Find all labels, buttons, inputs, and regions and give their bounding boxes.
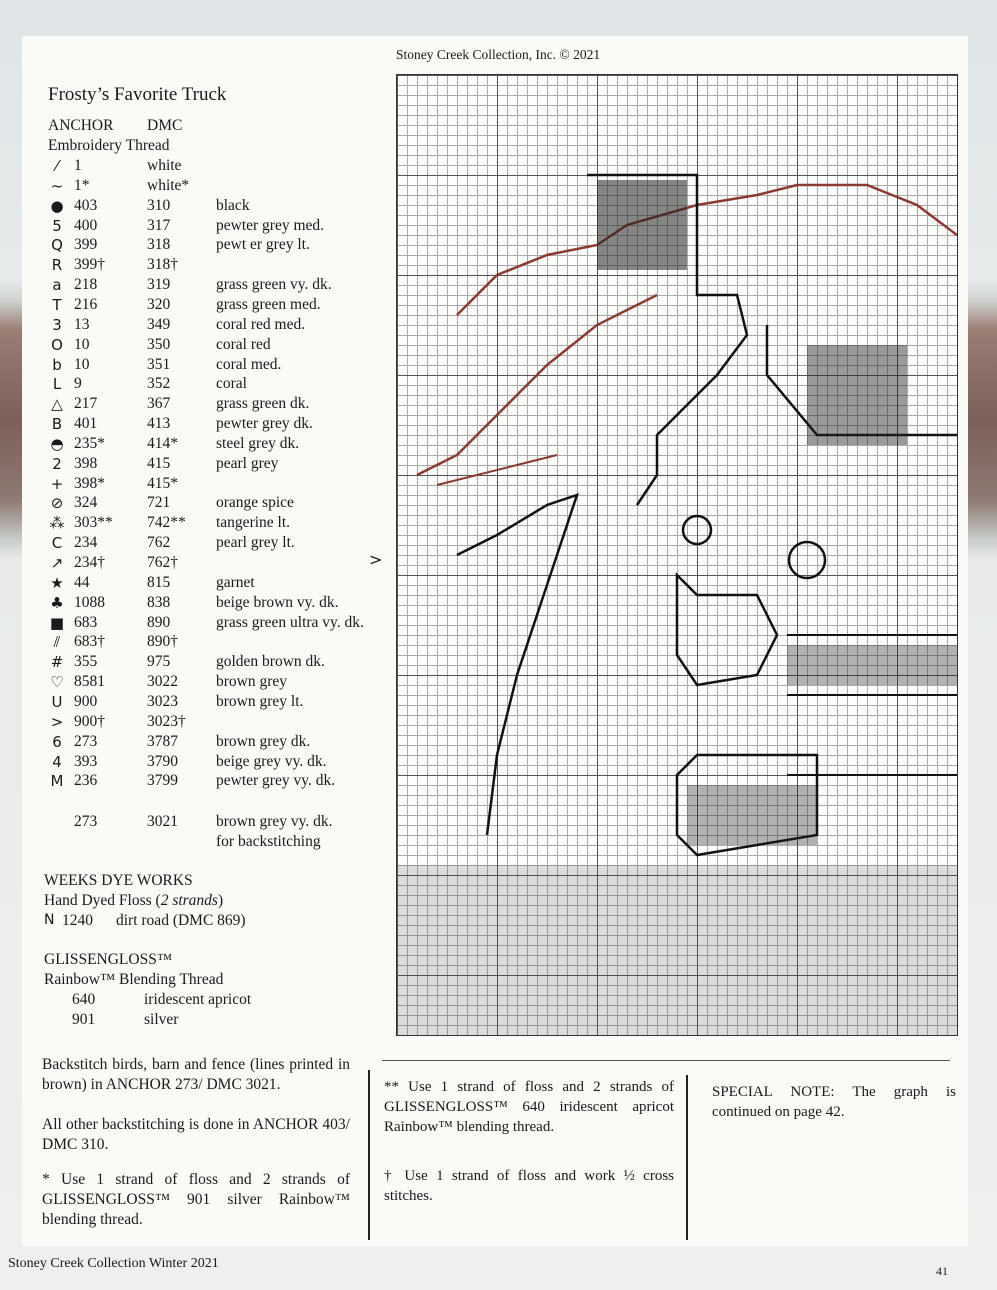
key-symbol: R — [51, 256, 63, 274]
key-symbol: ⊘ — [50, 494, 64, 512]
key-dmc: 415 — [147, 455, 171, 472]
backstitch-note: for backstitching — [216, 833, 321, 850]
notes-divider-right — [686, 1075, 688, 1240]
bumper-stitch-block — [687, 785, 817, 845]
single-star-note: * Use 1 strand of floss and 2 strands of GLISSENGLOSS™ 901 silver Rainbow™ blending thread. — [42, 1171, 350, 1228]
center-row-marker: > — [369, 550, 383, 569]
key-anchor: 9 — [74, 375, 82, 392]
notes-divider-left — [368, 1070, 370, 1240]
gloss-name-640: iridescent apricot — [144, 991, 252, 1008]
key-color-name: grass green ultra vy. dk. — [216, 614, 364, 631]
key-anchor: 217 — [74, 395, 98, 412]
key-anchor: 683 — [74, 614, 98, 631]
grille-stitch-block — [787, 645, 957, 685]
key-anchor: 13 — [74, 316, 90, 333]
key-dmc: 3799 — [147, 772, 178, 789]
headlight-outline — [789, 542, 825, 578]
key-anchor: 234† — [74, 554, 105, 571]
key-anchor: 303** — [74, 514, 113, 531]
key-anchor: 236 — [74, 772, 98, 789]
key-anchor: 900† — [74, 713, 105, 730]
key-symbol: 6 — [52, 733, 62, 751]
key-anchor: 355 — [74, 653, 98, 670]
gloss-code-640: 640 — [72, 991, 96, 1008]
weeks-title: WEEKS DYE WORKS — [44, 872, 193, 889]
key-symbol: ● — [50, 197, 64, 215]
key-anchor: 398* — [74, 475, 105, 492]
key-anchor: 900 — [74, 693, 98, 710]
key-symbol: B — [51, 415, 63, 433]
truck-left-outline — [457, 495, 577, 835]
backstitch-note-2: All other backstitching is done in ANCHOR 403/ DMC 310. — [42, 1116, 350, 1153]
key-dmc: 762† — [147, 554, 178, 571]
key-color-name: pearl grey lt. — [216, 534, 295, 551]
key-symbol: # — [50, 653, 64, 671]
key-dmc: 352 — [147, 375, 171, 392]
key-color-name: pewter grey vy. dk. — [216, 772, 336, 789]
key-symbol: ~ — [50, 177, 64, 195]
key-symbol: 4 — [52, 753, 62, 771]
key-anchor: 10 — [74, 336, 90, 353]
gloss-code-901: 901 — [72, 1011, 96, 1028]
key-anchor: 324 — [74, 494, 98, 511]
key-color-name: grass green vy. dk. — [216, 276, 332, 293]
anchor-column-header: ANCHOR — [48, 117, 114, 134]
key-color-name: garnet — [216, 574, 255, 591]
backstitch-note-1: Backstitch birds, barn and fence (lines printed in brown) in ANCHOR 273/ DMC 3021. — [42, 1056, 350, 1093]
key-anchor: 683† — [74, 633, 105, 650]
footer-publication: Stoney Creek Collection Winter 2021 — [8, 1256, 219, 1271]
key-symbol: ↗ — [50, 554, 64, 572]
key-anchor: 400 — [74, 217, 98, 234]
chart-design-outline — [397, 75, 957, 1035]
key-anchor: 44 — [74, 574, 90, 591]
key-dmc: 320 — [147, 296, 171, 313]
fence-backstitch — [437, 455, 557, 485]
key-color-name: coral red — [216, 336, 271, 353]
key-anchor: 399 — [74, 236, 98, 253]
key-anchor: 398 — [74, 455, 98, 472]
key-dmc: 721 — [147, 494, 171, 511]
weeks-subtitle: Hand Dyed Floss (2 strands) — [44, 892, 224, 909]
key-dmc: 3022 — [147, 673, 178, 690]
key-symbol: ⁄ — [55, 157, 59, 175]
key-symbol: 2 — [52, 455, 62, 473]
key-anchor: 235* — [74, 435, 105, 452]
key-anchor: 273 — [74, 733, 98, 750]
key-dmc: 413 — [147, 415, 171, 432]
key-dmc: 742** — [147, 514, 186, 531]
road-stitch-block — [397, 865, 957, 1035]
key-color-name: coral med. — [216, 356, 282, 373]
key-color-name: orange spice — [216, 494, 294, 511]
notes-top-rule — [382, 1060, 950, 1061]
backstitch-name: brown grey vy. dk. — [216, 813, 333, 830]
key-dmc: 890† — [147, 633, 178, 650]
key-symbol: L — [52, 375, 62, 393]
page-number: 41 — [936, 1264, 948, 1278]
key-anchor: 393 — [74, 753, 98, 770]
double-star-note: ** Use 1 strand of floss and 2 strands of GLISSENGLOSS™ 640 iridescent apricot Rainbow™ blending thread. — [384, 1079, 674, 1135]
key-anchor: 216 — [74, 296, 98, 313]
key-dmc: 318 — [147, 236, 171, 253]
key-dmc: white — [147, 157, 182, 174]
key-dmc: 318† — [147, 256, 178, 273]
key-color-name: grass green dk. — [216, 395, 310, 412]
key-symbol: ■ — [49, 614, 65, 632]
key-dmc: 3023 — [147, 693, 178, 710]
key-symbol: M — [50, 772, 64, 790]
gloss-subtitle: Rainbow™ Blending Thread — [44, 971, 224, 988]
truck-wheel-arch — [677, 575, 777, 685]
key-dmc: 415* — [147, 475, 178, 492]
key-dmc: 3023† — [147, 713, 186, 730]
key-symbol: T — [52, 296, 62, 314]
gloss-name-901: silver — [144, 1011, 179, 1028]
copyright-line: Stoney Creek Collection, Inc. © 2021 — [396, 47, 601, 62]
key-anchor: 1* — [74, 177, 90, 194]
key-color-name: coral red med. — [216, 316, 306, 333]
key-anchor: 218 — [74, 276, 98, 293]
weeks-symbol: N — [44, 912, 55, 928]
key-dmc: 319 — [147, 276, 171, 293]
key-dmc: 350 — [147, 336, 171, 353]
key-anchor: 234 — [74, 534, 98, 551]
key-symbol: Q — [51, 236, 63, 254]
key-anchor: 403 — [74, 197, 98, 214]
key-symbol: C — [51, 534, 63, 552]
key-anchor: 401 — [74, 415, 98, 432]
key-dmc: 975 — [147, 653, 171, 670]
key-symbol: ♡ — [50, 673, 64, 691]
special-note: SPECIAL NOTE: The graph is continued on page 42. — [712, 1084, 956, 1120]
key-dmc: 310 — [147, 197, 171, 214]
key-symbol: 5 — [52, 217, 62, 235]
key-color-name: tangerine lt. — [216, 514, 291, 531]
key-dmc: 762 — [147, 534, 171, 551]
key-color-name: steel grey dk. — [216, 435, 300, 452]
key-symbol: a — [52, 276, 62, 294]
key-dmc: 3790 — [147, 753, 178, 770]
backstitch-anchor: 273 — [74, 813, 98, 830]
key-symbol: △ — [51, 395, 63, 413]
key-anchor: 8581 — [74, 673, 105, 690]
key-symbol: U — [51, 693, 63, 711]
key-color-name: pearl grey — [216, 455, 279, 472]
key-dmc: 815 — [147, 574, 171, 591]
key-color-name: beige brown vy. dk. — [216, 594, 339, 611]
weeks-name: dirt road (DMC 869) — [116, 912, 246, 929]
key-color-name: brown grey lt. — [216, 693, 304, 710]
key-dmc: 351 — [147, 356, 171, 373]
key-anchor: 1088 — [74, 594, 105, 611]
key-color-name: coral — [216, 375, 247, 392]
key-symbol: ★ — [50, 574, 64, 592]
key-anchor: 399† — [74, 256, 105, 273]
gloss-title: GLISSENGLOSS™ — [44, 951, 173, 968]
dmc-column-header: DMC — [147, 117, 183, 134]
key-color-name: brown grey dk. — [216, 733, 311, 750]
window-stitch-block — [807, 345, 907, 445]
key-dmc: 317 — [147, 217, 171, 234]
pattern-title: Frosty’s Favorite Truck — [48, 84, 227, 105]
barn-eave-backstitch — [417, 295, 657, 475]
key-symbol: + — [50, 475, 64, 493]
key-dmc: 838 — [147, 594, 171, 611]
key-symbol: > — [50, 713, 64, 731]
key-color-name: brown grey — [216, 673, 288, 690]
key-symbol: ♣ — [50, 594, 64, 612]
key-dmc: 890 — [147, 614, 171, 631]
key-symbol: ◓ — [50, 435, 64, 453]
key-anchor: 10 — [74, 356, 90, 373]
hat-stitch-block — [597, 180, 687, 270]
key-color-name: pewter grey dk. — [216, 415, 313, 432]
dagger-note: † Use 1 strand of floss and work ½ cross stitches. — [384, 1168, 674, 1204]
key-symbol: 3 — [52, 316, 62, 334]
key-color-name: black — [216, 197, 250, 214]
key-anchor: 1 — [74, 157, 82, 174]
key-dmc: white* — [147, 177, 190, 194]
cross-stitch-chart-grid — [396, 74, 958, 1036]
key-dmc: 349 — [147, 316, 171, 333]
key-dmc: 414* — [147, 435, 178, 452]
key-symbol: O — [51, 336, 63, 354]
snowman-button-outline — [683, 516, 711, 544]
weeks-code: 1240 — [62, 912, 93, 929]
key-color-name: pewt er grey lt. — [216, 236, 310, 253]
key-color-name: golden brown dk. — [216, 653, 325, 670]
embroidery-thread-subtitle: Embroidery Thread — [48, 137, 170, 154]
key-symbol: ⫽ — [53, 633, 61, 651]
key-color-name: beige grey vy. dk. — [216, 753, 327, 770]
key-dmc: 3787 — [147, 733, 178, 750]
key-symbol: ⁂ — [49, 514, 65, 532]
key-color-name: grass green med. — [216, 296, 321, 313]
key-dmc: 367 — [147, 395, 171, 412]
key-symbol: b — [52, 356, 62, 374]
backstitch-dmc: 3021 — [147, 813, 178, 830]
key-color-name: pewter grey med. — [216, 217, 325, 234]
